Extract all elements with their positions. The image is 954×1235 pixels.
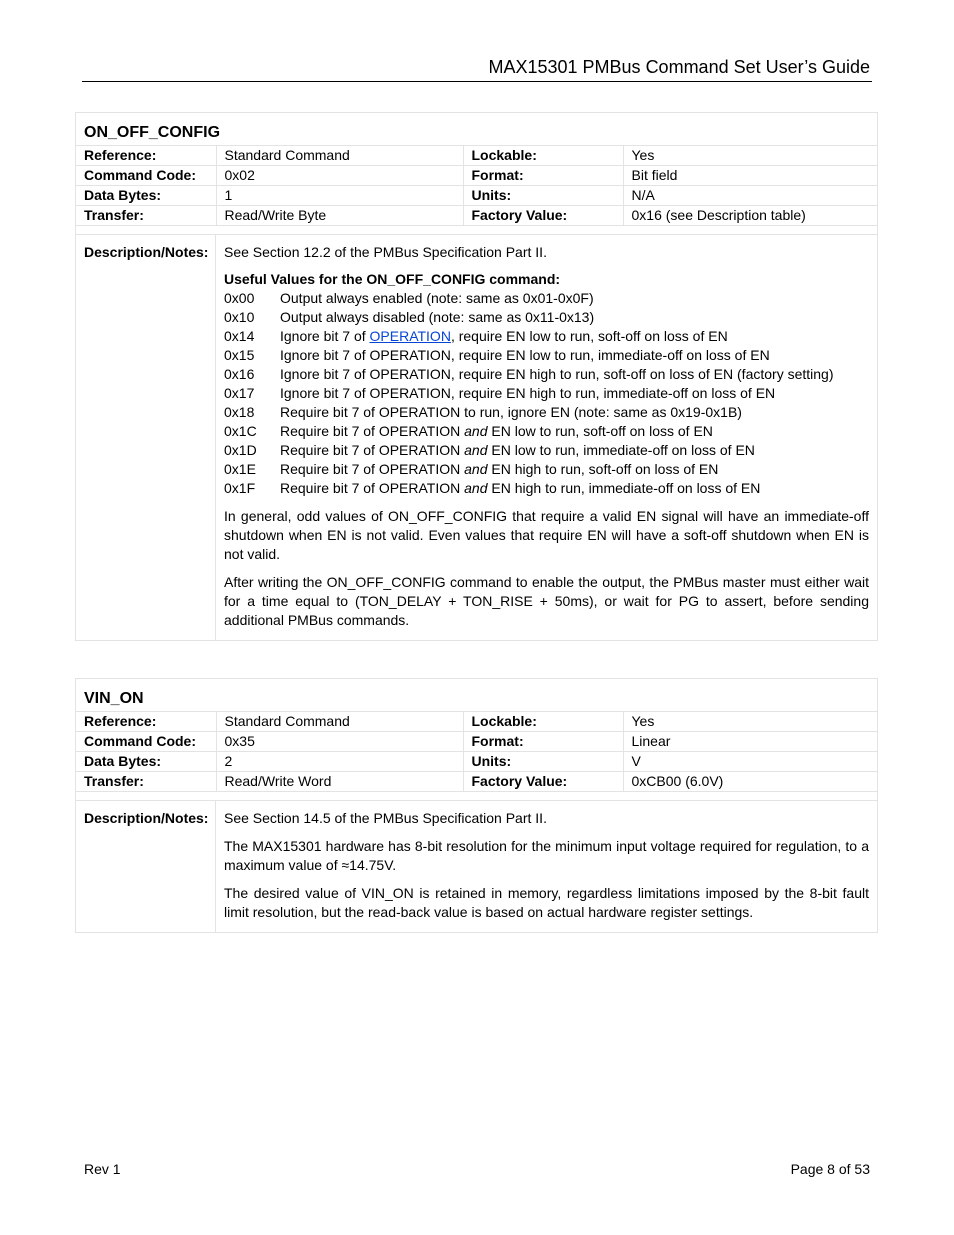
description-text: Require bit 7 of OPERATION (280, 423, 465, 439)
value-code: 0x1E (224, 461, 256, 477)
description-intro: See Section 12.2 of the PMBus Specification Part II. (224, 244, 547, 260)
table-row (76, 206, 877, 226)
description-text: EN high to run, immediate-off on loss of EN (487, 480, 761, 496)
property-value: 0x16 (see Description table) (623, 206, 877, 226)
property-key: Lockable: (463, 712, 623, 732)
useful-value-row (224, 289, 869, 308)
value-description (280, 327, 728, 346)
value-description: Ignore bit 7 of OPERATION, require EN high to run, immediate-off on loss of EN (280, 385, 776, 401)
description-row (76, 235, 877, 640)
description-intro: See Section 14.5 of the PMBus Specification Part II. (224, 810, 547, 826)
useful-values-list (224, 289, 869, 498)
property-key: Reference: (76, 146, 216, 166)
section-title: ON_OFF_CONFIG (76, 113, 877, 146)
property-value: Standard Command (216, 146, 463, 166)
property-key: Units: (463, 752, 623, 772)
description-paragraph: In general, odd values of ON_OFF_CONFIG that require a valid EN signal will have an immediate-off shutdown when EN is not valid. Even values that require EN will have a soft-off shutdown when EN is not valid. (224, 508, 869, 562)
value-code: 0x1C (224, 423, 257, 439)
spacer-row (76, 792, 877, 801)
value-description (280, 479, 760, 498)
property-value: Yes (623, 712, 877, 732)
description-text: , require EN low to run, soft-off on loss of EN (450, 328, 728, 344)
description-text: Require bit 7 of OPERATION (280, 480, 465, 496)
emphasis-text: and (464, 442, 488, 458)
description-row (76, 801, 877, 932)
description-body (216, 801, 877, 932)
property-value: Read/Write Word (216, 772, 463, 792)
property-key: Lockable: (463, 146, 623, 166)
description-body (216, 235, 877, 640)
description-text: EN low to run, immediate-off on loss of EN (487, 442, 755, 458)
value-description (280, 460, 718, 479)
property-value: 2 (216, 752, 463, 772)
useful-value-row (224, 460, 869, 479)
value-code: 0x17 (224, 385, 255, 401)
property-key: Factory Value: (463, 772, 623, 792)
useful-value-row (224, 384, 869, 403)
description-text: EN low to run, soft-off on loss of EN (487, 423, 713, 439)
useful-values-title: Useful Values for the ON_OFF_CONFIG command: (224, 271, 561, 287)
property-value: N/A (623, 186, 877, 206)
value-description: Ignore bit 7 of OPERATION, require EN high to run, soft-off on loss of EN (factory setting) (280, 366, 834, 382)
header-rule (82, 81, 872, 82)
emphasis-text: and (464, 480, 488, 496)
property-value: 1 (216, 186, 463, 206)
value-description: Ignore bit 7 of OPERATION, require EN low to run, immediate-off on loss of EN (280, 347, 770, 363)
description-paragraph: The desired value of VIN_ON is retained in memory, regardless limitations imposed by the 8-bit fault limit resolution, but the read-back value is based on actual hardware register settings. (224, 885, 869, 920)
page-number: Page 8 of 53 (790, 1161, 870, 1177)
property-value: Bit field (623, 166, 877, 186)
value-code: 0x15 (224, 347, 255, 363)
description-label: Description/Notes: (76, 235, 216, 640)
useful-value-row (224, 346, 869, 365)
description-label: Description/Notes: (76, 801, 216, 932)
useful-value-row (224, 365, 869, 384)
useful-value-row (224, 308, 869, 327)
value-code: 0x1D (224, 442, 257, 458)
property-key: Data Bytes: (76, 186, 216, 206)
property-value: 0xCB00 (6.0V) (623, 772, 877, 792)
description-text: Require bit 7 of OPERATION (280, 461, 465, 477)
value-code: 0x18 (224, 404, 255, 420)
value-code: 0x10 (224, 309, 255, 325)
property-key: Transfer: (76, 772, 216, 792)
value-code: 0x1F (224, 480, 256, 496)
property-value: 0x02 (216, 166, 463, 186)
emphasis-text: and (464, 423, 488, 439)
value-description: Output always enabled (note: same as 0x01-0x0F) (280, 290, 594, 306)
property-key: Units: (463, 186, 623, 206)
property-value: Linear (623, 732, 877, 752)
useful-value-row (224, 479, 869, 498)
document-title: MAX15301 PMBus Command Set User’s Guide (488, 57, 870, 77)
property-value: Read/Write Byte (216, 206, 463, 226)
property-key: Command Code: (76, 166, 216, 186)
on-off-config-section (75, 112, 878, 641)
table-row (76, 772, 877, 792)
operation-link[interactable]: OPERATION (369, 328, 451, 344)
value-description (280, 422, 713, 441)
emphasis-text: and (464, 461, 488, 477)
table-row (76, 752, 877, 772)
value-description: Require bit 7 of OPERATION to run, ignore EN (note: same as 0x19-0x1B) (280, 404, 742, 420)
property-key: Transfer: (76, 206, 216, 226)
property-value: Yes (623, 146, 877, 166)
property-value: V (623, 752, 877, 772)
property-value: Standard Command (216, 712, 463, 732)
useful-value-row (224, 422, 869, 441)
description-paragraph: The MAX15301 hardware has 8-bit resolution for the minimum input voltage required for regulation, to a maximum value of ≈14.75V. (224, 838, 869, 873)
value-code: 0x00 (224, 290, 255, 306)
description-text: Ignore bit 7 of (280, 328, 370, 344)
properties-table (76, 146, 877, 226)
value-code: 0x14 (224, 328, 255, 344)
value-code: 0x16 (224, 366, 255, 382)
description-paragraph: After writing the ON_OFF_CONFIG command to enable the output, the PMBus master must either wait for a time equal to (TON_DELAY + TON_RISE + 50ms), or wait for PG to assert, before sending additional PMBus commands. (224, 574, 869, 628)
vin-on-section (75, 678, 878, 933)
spacer-row (76, 226, 877, 235)
property-key: Command Code: (76, 732, 216, 752)
table-row (76, 712, 877, 732)
description-text: Require bit 7 of OPERATION (280, 442, 465, 458)
useful-value-row (224, 441, 869, 460)
property-key: Format: (463, 732, 623, 752)
table-row (76, 732, 877, 752)
useful-value-row (224, 327, 869, 346)
properties-table (76, 712, 877, 792)
property-key: Factory Value: (463, 206, 623, 226)
value-description (280, 441, 755, 460)
useful-value-row (224, 403, 869, 422)
description-text: EN high to run, soft-off on loss of EN (487, 461, 719, 477)
revision-label: Rev 1 (84, 1161, 121, 1177)
property-key: Reference: (76, 712, 216, 732)
section-title: VIN_ON (76, 679, 877, 712)
table-row (76, 186, 877, 206)
property-key: Format: (463, 166, 623, 186)
value-description: Output always disabled (note: same as 0x11-0x13) (280, 309, 595, 325)
table-row (76, 166, 877, 186)
property-value: 0x35 (216, 732, 463, 752)
table-row (76, 146, 877, 166)
property-key: Data Bytes: (76, 752, 216, 772)
